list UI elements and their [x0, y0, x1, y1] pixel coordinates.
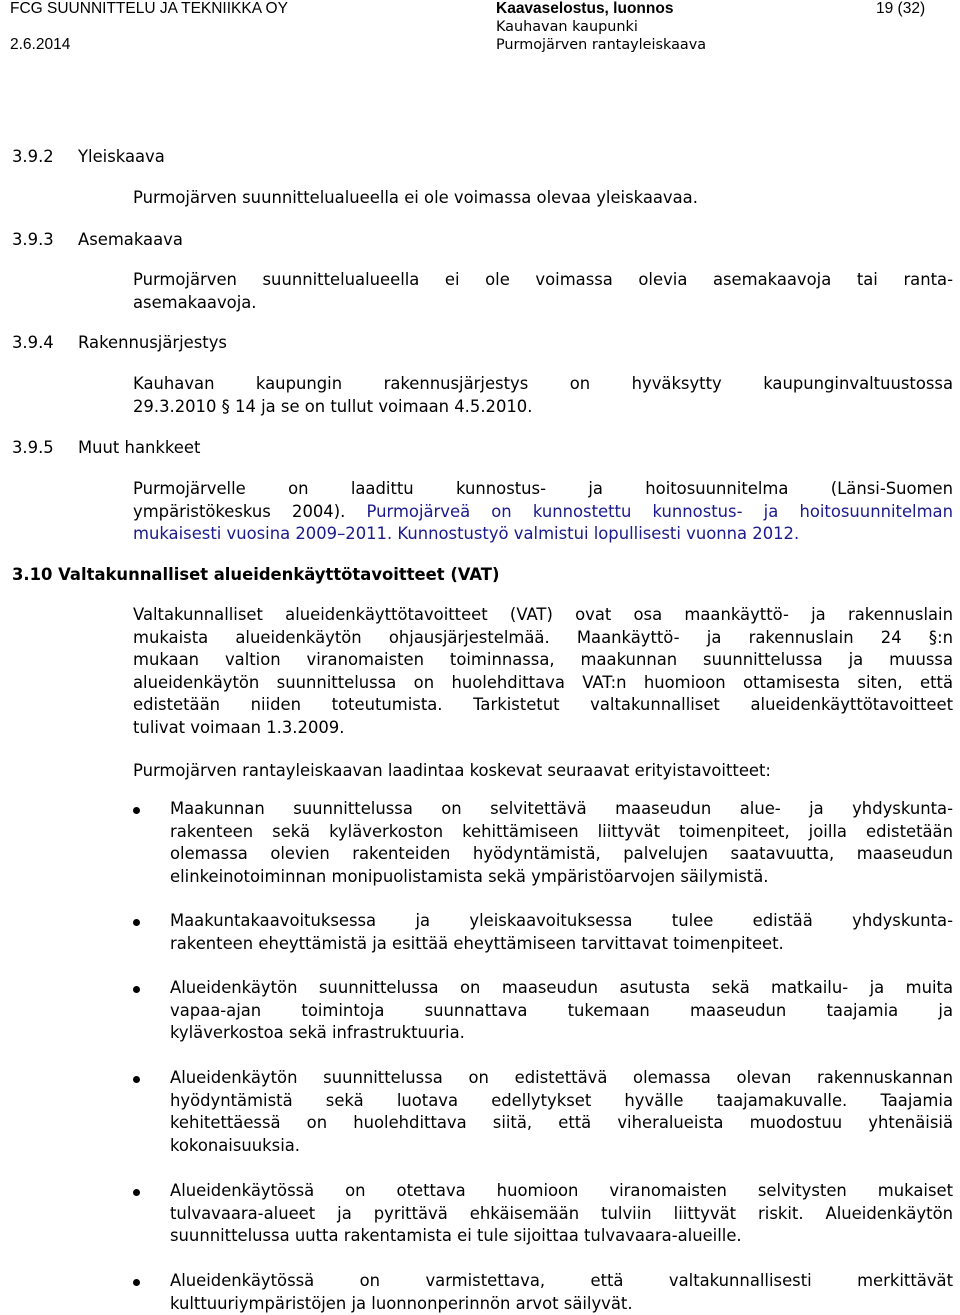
text-line: hyödyntämistä sekä luotava edellytykset hyvälle taajamakuvalle. Taajamia [170, 1090, 953, 1110]
text-line: rakenteen sekä kyläverkoston kehittämiseen liittyvät toimenpiteet, joilla edistetään [170, 821, 953, 841]
list-item [133, 798, 953, 888]
text-line: kulttuuriympäristöjen ja luonnonperinnön arvot säilyvät. [170, 1293, 633, 1313]
text-line: mukaan valtion viranomaisten toiminnassa, maakunnan suunnittelussa ja muussa [133, 650, 953, 670]
list-item [133, 910, 953, 955]
section-3-9-2-text: Purmojärven suunnittelualueella ei ole voimassa olevaa yleiskaavaa. [133, 188, 698, 207]
bullet-icon [133, 1076, 140, 1083]
text-line: tulivat voimaan 1.3.2009. [133, 717, 345, 737]
text-line: Alueidenkäytön suunnittelussa on maaseudun asutusta sekä matkailu- ja muita [170, 978, 953, 997]
section-title: Yleiskaava [78, 147, 165, 166]
section-3-9-4-heading [12, 332, 227, 355]
section-number: 3.9.4 [12, 333, 54, 352]
text-line: suunnittelussa uutta rakentamista ei tule sijoittaa tulvavaara-alueille. [170, 1226, 742, 1246]
document-date: 2.6.2014 [10, 36, 71, 53]
text-line: Alueidenkäytön suunnittelussa on edistettävä olemassa olevan rakennuskannan [170, 1068, 953, 1087]
text-line: kyläverkostoa sekä infrastruktuuria. [170, 1023, 465, 1043]
list-item [133, 977, 953, 1045]
section-title: Asemakaava [78, 230, 183, 249]
text-line: Purmojärvelle on laadittu kunnostus- ja hoitosuunnitelma (Länsi-Suomen [133, 479, 953, 498]
text-line: Maakunnan suunnittelussa on selvitettävä maaseudun alue- ja yhdyskunta- [170, 799, 953, 818]
text-line: alueidenkäytön suunnittelussa on huolehdittava VAT:n huomioon ottamisesta siten, että [133, 672, 953, 692]
text-line: olemassa olevien rakenteiden hyödyntämistä, palvelujen saatavuutta, maaseudun [170, 844, 953, 864]
bullet-icon [133, 1279, 140, 1286]
section-3-9-3-heading [12, 229, 183, 252]
text-line [133, 523, 953, 546]
text-line: Alueidenkäytössä on varmistettava, että valtakunnallisesti merkittävät [170, 1271, 953, 1290]
section-3-9-2-heading [12, 146, 165, 169]
section-number: 3.9.3 [12, 230, 54, 249]
text-line: Kauhavan kaupungin rakennusjärjestys on hyväksytty kaupunginvaltuustossa [133, 374, 953, 393]
text-line: mukaista alueidenkäytön ohjausjärjestelmää. Maankäyttö- ja rakennuslain 24 §:n [133, 627, 953, 647]
text-line: rakenteen eheyttämistä ja esittää eheyttämiseen tarvittavat toimenpiteet. [170, 933, 784, 953]
text-line: edistetään niiden toteutumista. Tarkistetut valtakunnalliset alueidenkäyttötavoitteet [133, 695, 953, 715]
text-line: kokonaisuuksia. [170, 1135, 301, 1155]
text-fragment-blue: Kunnostustyö valmistui lopullisesti vuonna 2012. [397, 524, 800, 544]
text-line: asemakaavoja. [133, 292, 257, 312]
text-line [133, 501, 953, 524]
text-line: Maakuntakaavoituksessa ja yleiskaavoituksessa tulee edistää yhdyskunta- [170, 911, 953, 930]
text-line: Valtakunnalliset alueidenkäyttötavoitteet (VAT) ovat osa maankäyttö- ja rakennuslain [133, 605, 953, 624]
text-fragment: ympäristökeskus 2004). [133, 501, 367, 521]
plan-name: Purmojärven rantayleiskaava [496, 37, 707, 53]
text-line: 29.3.2010 § 14 ja se on tullut voimaan 4.5.2010. [133, 396, 533, 416]
list-item [133, 1270, 953, 1315]
bullet-icon [133, 986, 140, 993]
bullet-icon [133, 807, 140, 814]
section-title: Rakennusjärjestys [78, 333, 227, 352]
text-line: Alueidenkäytössä on otettava huomioon viranomaisten selvitysten mukaiset [170, 1181, 953, 1200]
page-number: 19 (32) [876, 0, 926, 17]
text-line: Purmojärven suunnittelualueella ei ole voimassa olevia asemakaavoja tai ranta- [133, 270, 953, 289]
company-name: FCG SUUNNITTELU JA TEKNIIKKA OY [10, 0, 288, 17]
vat-intro-paragraph [133, 604, 953, 740]
special-objectives-intro: Purmojärven rantayleiskaavan laadintaa koskevat seuraavat erityistavoitteet: [133, 761, 771, 780]
section-3-9-5-text [133, 478, 953, 546]
text-line: tulvavaara-alueet ja pyrittävä ehkäisemään tulviin liittyvät riskit. Alueidenkäytön [170, 1203, 953, 1223]
section-3-9-4-text [133, 373, 953, 418]
text-line: kehitettäessä on huolehdittava siitä, että viheralueista muodostuu yhtenäisiä [170, 1113, 953, 1133]
section-number: 3.9.5 [12, 438, 54, 457]
bullet-icon [133, 1189, 140, 1196]
section-number: 3.9.2 [12, 147, 54, 166]
section-3-9-5-heading [12, 437, 200, 460]
text-fragment-blue: mukaisesti vuosina 2009–2011. [133, 524, 398, 544]
section-3-10-heading: 3.10 Valtakunnalliset alueidenkäyttötavoitteet (VAT) [12, 565, 500, 584]
section-title: Muut hankkeet [78, 438, 201, 457]
document-title: Kaavaselostus, luonnos [496, 0, 674, 17]
text-line: vapaa-ajan toimintoja suunnattava tukemaan maaseudun taajamia ja [170, 1000, 953, 1020]
text-line: elinkeinotoiminnan monipuolistamista sekä ympäristöarvojen säilymistä. [170, 866, 769, 886]
list-item [133, 1180, 953, 1248]
text-fragment-blue: Purmojärveä on kunnostettu kunnostus- ja hoitosuunnitelman [366, 501, 953, 521]
list-item [133, 1067, 953, 1157]
section-3-9-3-text [133, 269, 953, 314]
bullet-icon [133, 919, 140, 926]
municipality-name: Kauhavan kaupunki [496, 19, 638, 35]
